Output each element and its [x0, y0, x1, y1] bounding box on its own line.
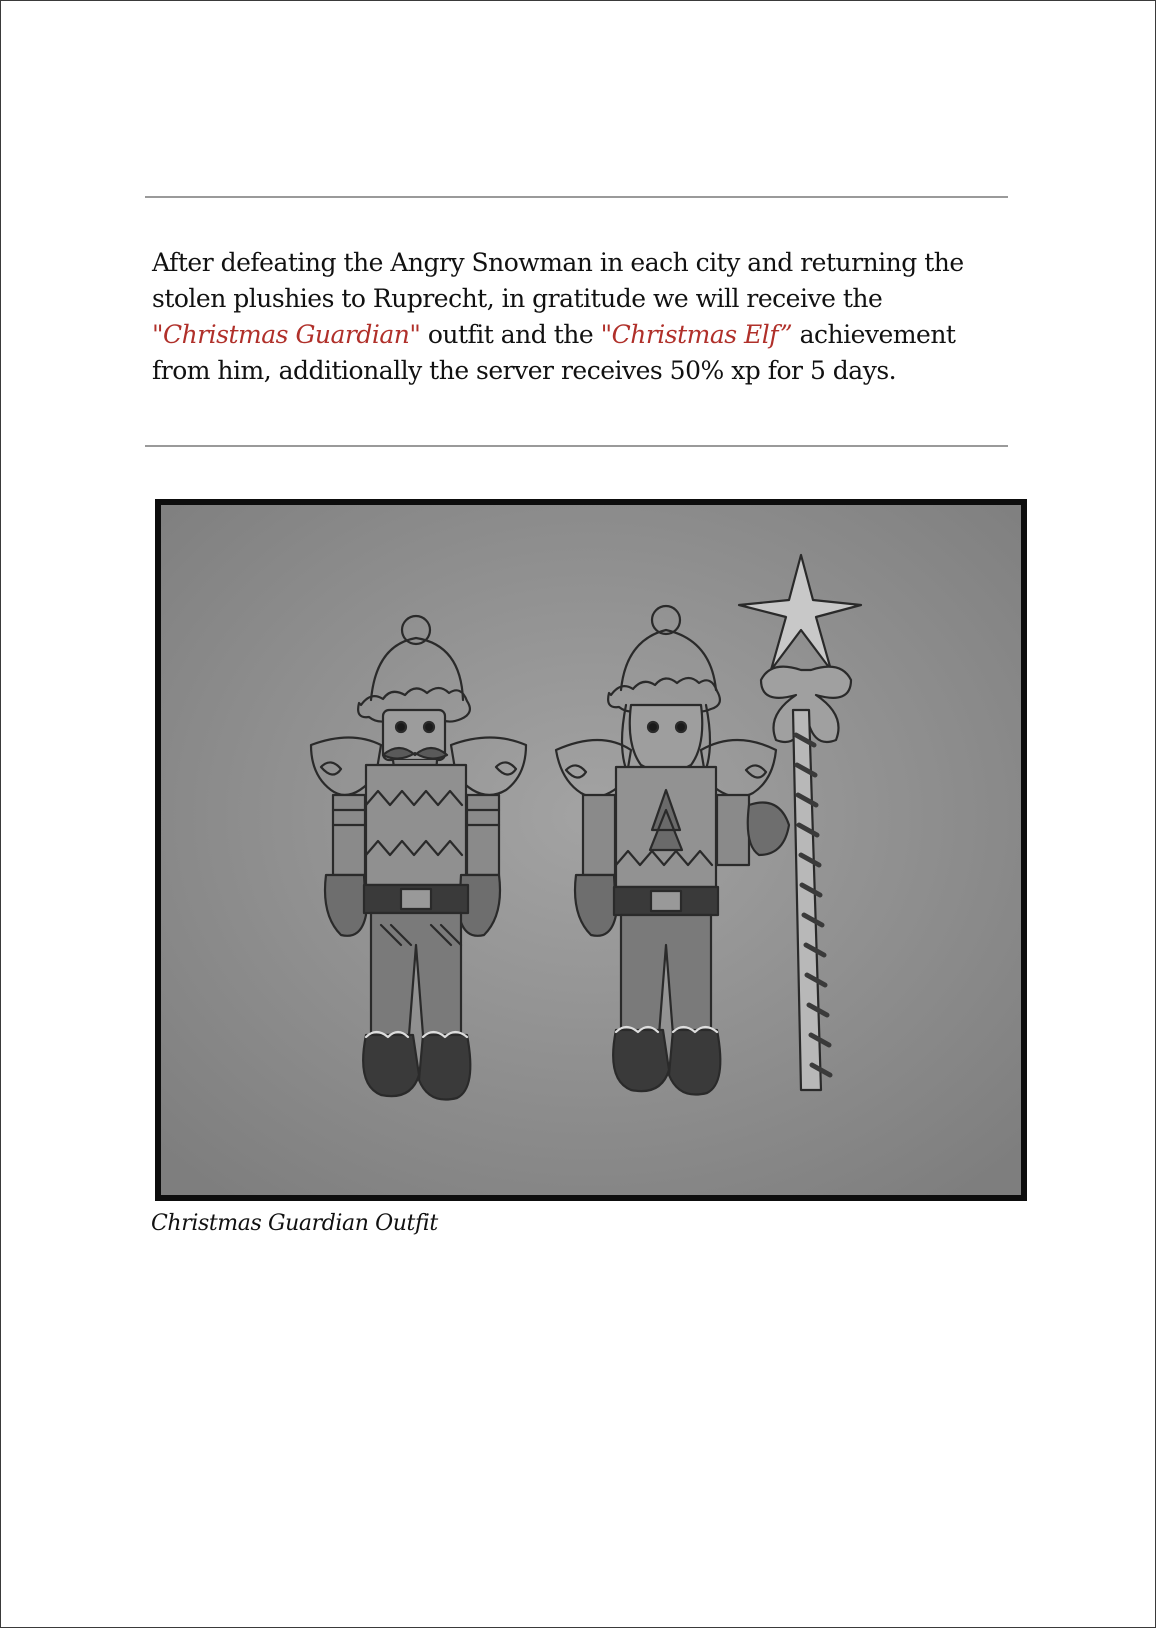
paragraph-text-1: After defeating the Angry Snowman in each city and returning the stolen plushies to Ruprecht, in gratitude we will receive the: [152, 248, 964, 313]
event-reward-paragraph: [152, 245, 1012, 389]
outfit-sketch-drawing: [161, 505, 1021, 1195]
paragraph-text-2: outfit and the: [420, 320, 601, 349]
paragraph-text-3: achievement from him, additionally the server receives 50% xp for 5 days.: [152, 320, 956, 385]
figure-caption: Christmas Guardian Outfit: [151, 1211, 438, 1236]
top-divider: [145, 196, 1008, 198]
outfit-sketch-image: [155, 499, 1027, 1201]
christmas-guardian-highlight: "Christmas Guardian": [152, 320, 421, 349]
bottom-divider: [145, 445, 1008, 447]
christmas-elf-highlight: "Christmas Elf”: [600, 320, 793, 349]
